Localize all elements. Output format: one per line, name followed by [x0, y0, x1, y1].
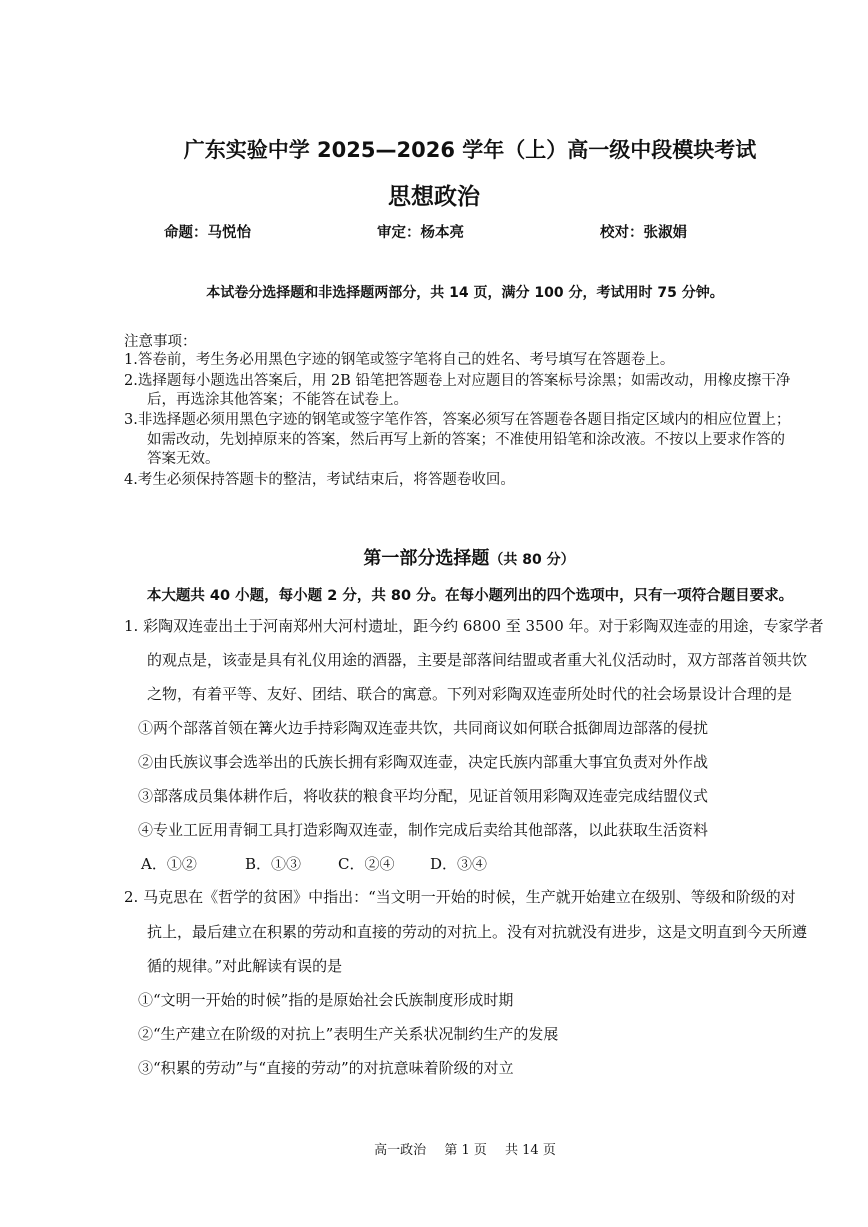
question-1-line: 的观点是，该壶是具有礼仪用途的酒器，主要是部落间结盟或者重大礼仪活动时，双方部落首领共饮	[147, 651, 808, 669]
exam-intro: 本试卷分选择题和非选择题两部分，共 14 页，满分 100 分，考试用时 75 分钟。	[206, 285, 724, 301]
question-1-option: ②由氏族议事会选举出的氏族长拥有彩陶双连壶，决定氏族内部重大事宜负责对外作战	[138, 753, 709, 771]
question-2-option: ③“积累的劳动”与“直接的劳动”的对抗意味着阶级的对立	[138, 1059, 514, 1077]
question-1-option: ①两个部落首领在篝火边手持彩陶双连壶共饮，共同商议如何联合抵御周边部落的侵扰	[138, 719, 709, 737]
notice-line: 3.非选择题必须用黑色字迹的钢笔或签字笔作答，答案必须写在答题卷各题目指定区域内的相应位置上；	[124, 412, 791, 428]
part1-heading	[0, 544, 868, 570]
question-2-line: 抗上，最后建立在积累的劳动和直接的劳动的对抗上。没有对抗就没有进步，这是文明直到今天所遵	[147, 923, 808, 941]
part1-heading-note: （共 80 分）	[489, 552, 575, 568]
page-footer	[0, 1139, 868, 1158]
footer-page-total: 共 14 页	[505, 1143, 556, 1158]
question-2-option: ②“生产建立在阶级的对抗上”表明生产关系状况制约生产的发展	[138, 1025, 559, 1043]
notice-line: 后，再选涂其他答案；不能答在试卷上。	[147, 392, 408, 408]
exam-title: 广东实验中学 2025—2026 学年（上）高一级中段模块考试	[183, 138, 757, 162]
question-2-option: ①“文明一开始的时候”指的是原始社会氏族制度形成时期	[138, 991, 514, 1009]
question-1-choice-a: A．①②	[141, 855, 197, 873]
staff-reviewer: 审定：杨本亮	[377, 225, 464, 241]
question-1-choice-c: C．②④	[338, 855, 395, 873]
question-1-choice-b: B．①③	[245, 855, 302, 873]
part1-heading-text: 第一部分选择题	[363, 548, 490, 569]
question-1-line: 之物，有着平等、友好、团结、联合的寓意。下列对彩陶双连壶所处时代的社会场景设计合理的是	[147, 685, 793, 703]
notice-line: 如需改动，先划掉原来的答案，然后再写上新的答案；不准使用铅笔和涂改液。不按以上要求作答的	[147, 432, 785, 448]
question-1-choice-d: D．③④	[430, 855, 488, 873]
notice-line: 答案无效。	[147, 451, 220, 467]
footer-page-number: 第 1 页	[444, 1143, 487, 1158]
staff-author: 命题：马悦怡	[164, 225, 251, 241]
footer-subject: 高一政治	[374, 1143, 427, 1158]
question-2-line: 2. 马克思在《哲学的贫困》中指出：“当文明一开始的时候，生产就开始建立在级别、等级和阶级的对	[124, 888, 796, 906]
notice-heading: 注意事项：	[124, 334, 197, 350]
subject-title: 思想政治	[388, 184, 480, 210]
notice-line: 1.答卷前，考生务必用黑色字迹的钢笔或签字笔将自己的姓名、考号填写在答题卷上。	[124, 352, 675, 368]
question-1-option: ③部落成员集体耕作后，将收获的粮食平均分配，见证首领用彩陶双连壶完成结盟仪式	[138, 787, 709, 805]
question-1-option: ④专业工匠用青铜工具打造彩陶双连壶，制作完成后卖给其他部落，以此获取生活资料	[138, 821, 709, 839]
question-1-line: 1. 彩陶双连壶出土于河南郑州大河村遗址，距今约 6800 至 3500 年。对于彩陶双连壶的用途，专家学者	[124, 617, 824, 635]
question-2-line: 循的规律。”对此解读有误的是	[147, 957, 343, 975]
staff-proofreader: 校对：张淑娟	[600, 225, 687, 241]
notice-line: 2.选择题每小题选出答案后，用 2B 铅笔把答题卷上对应题目的答案标号涂黑；如需改动，用橡皮擦干净	[124, 373, 791, 389]
part1-instruction: 本大题共 40 小题，每小题 2 分，共 80 分。在每小题列出的四个选项中，只有一项符合题目要求。	[146, 588, 794, 604]
notice-line: 4.考生必须保持答题卡的整洁，考试结束后，将答题卷收回。	[124, 472, 515, 488]
